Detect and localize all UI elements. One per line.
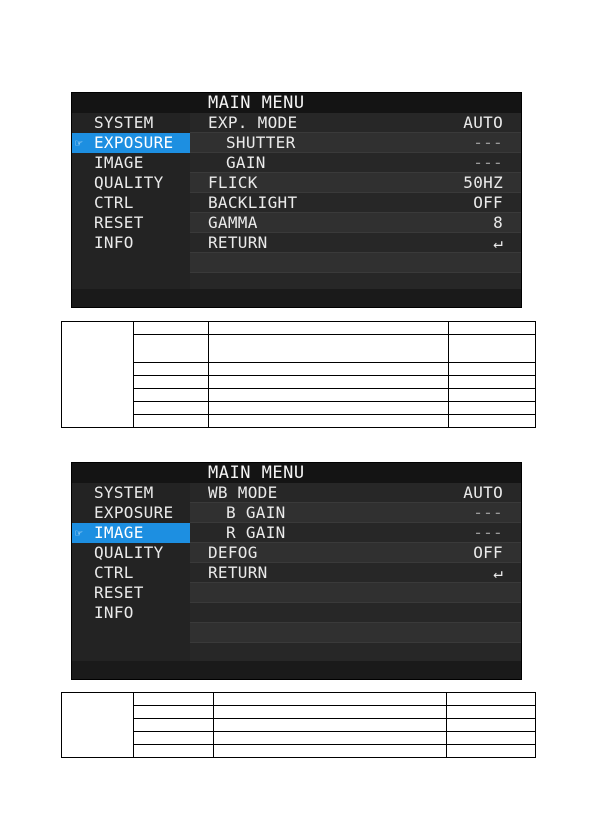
empty-row [190,583,521,603]
table-cell [134,732,214,745]
table-cell [209,335,449,363]
table-cell [134,706,214,719]
setting-row-shutter[interactable] [190,133,521,153]
setting-label: RETURN [208,233,268,252]
empty-row [190,623,521,643]
table-cell [134,415,209,428]
nav-item-image[interactable] [72,153,190,173]
nav-item-label: RESET [94,583,144,602]
setting-label: FLICK [208,173,258,192]
menu-title: MAIN MENU [190,93,521,113]
nav-item-label: RESET [94,213,144,232]
nav-item-label: EXPOSURE [94,133,174,152]
table-cell [449,402,536,415]
table-row [62,415,536,428]
setting-value: 50HZ [463,173,503,192]
table-cell [449,415,536,428]
nav-item-label: EXPOSURE [94,503,174,522]
setting-label: R GAIN [226,523,286,542]
setting-row-defog[interactable] [190,543,521,563]
setting-row-backlight[interactable] [190,193,521,213]
menu-footer [72,661,521,679]
table-row [62,363,536,376]
setting-row-return[interactable] [190,233,521,253]
setting-row-gain[interactable] [190,153,521,173]
nav-item-info[interactable] [72,603,190,623]
table-cell [62,693,134,758]
menu-title: MAIN MENU [190,463,521,483]
table-row [62,335,536,363]
nav-item-label: CTRL [94,193,134,212]
setting-label: DEFOG [208,543,258,562]
nav-item-image[interactable] [72,523,190,543]
nav-item-label: CTRL [94,563,134,582]
empty-row [190,643,521,663]
nav-item-system[interactable] [72,483,190,503]
table-row [62,376,536,389]
table-cell [449,363,536,376]
table-cell [134,322,209,335]
nav-item-exposure[interactable] [72,503,190,523]
nav-item-label: IMAGE [94,523,144,542]
nav-item-reset[interactable] [72,213,190,233]
return-arrow-icon: ↵ [493,563,503,582]
table-cell [447,732,536,745]
setting-row-return[interactable] [190,563,521,583]
table-row [62,402,536,415]
setting-label: WB MODE [208,483,278,502]
table-cell [134,389,209,402]
exposure-description-table [61,321,536,428]
menu-sidebar [72,483,190,661]
setting-value: OFF [473,543,503,562]
osd-menu-exposure [71,92,522,308]
table-cell [134,402,209,415]
osd-menu-image [71,462,522,680]
setting-label: B GAIN [226,503,286,522]
table-row [62,322,536,335]
table-row [62,745,536,758]
setting-value: --- [473,523,503,542]
pointer-hand-icon: ☞ [75,136,83,150]
setting-row-r-gain[interactable] [190,523,521,543]
nav-item-label: QUALITY [94,543,164,562]
table-cell [134,719,214,732]
table-row [62,706,536,719]
settings-panel [190,113,521,289]
setting-label: EXP. MODE [208,113,298,132]
table-cell [134,363,209,376]
table-cell [449,389,536,402]
nav-item-quality[interactable] [72,543,190,563]
settings-panel [190,483,521,661]
nav-item-label: INFO [94,603,134,622]
nav-item-ctrl[interactable] [72,563,190,583]
empty-row [190,253,521,273]
table-cell [209,402,449,415]
table-cell [447,719,536,732]
setting-label: SHUTTER [226,133,296,152]
nav-item-label: SYSTEM [94,113,154,132]
table-cell [447,693,536,706]
nav-item-label: QUALITY [94,173,164,192]
table-cell [214,745,447,758]
nav-item-label: SYSTEM [94,483,154,502]
menu-sidebar [72,113,190,289]
table-cell [449,335,536,363]
setting-label: BACKLIGHT [208,193,298,212]
setting-value: --- [473,153,503,172]
nav-item-system[interactable] [72,113,190,133]
table-cell [214,693,447,706]
table-cell [209,322,449,335]
table-cell [134,693,214,706]
table-cell [449,376,536,389]
setting-label: RETURN [208,563,268,582]
table-row [62,732,536,745]
table-cell [209,415,449,428]
setting-value: --- [473,133,503,152]
table-cell [209,389,449,402]
setting-label: GAIN [226,153,266,172]
nav-item-label: IMAGE [94,153,144,172]
table-cell [449,322,536,335]
nav-item-reset[interactable] [72,583,190,603]
nav-item-ctrl[interactable] [72,193,190,213]
empty-row [190,603,521,623]
menu-footer [72,289,521,307]
table-cell [214,706,447,719]
nav-item-label: INFO [94,233,134,252]
setting-row-flick[interactable] [190,173,521,193]
table-cell [209,376,449,389]
setting-value: AUTO [463,483,503,502]
setting-row-b-gain[interactable] [190,503,521,523]
table-row [62,719,536,732]
table-cell [62,322,134,428]
return-arrow-icon: ↵ [493,233,503,252]
table-cell [209,363,449,376]
table-cell [447,745,536,758]
nav-item-quality[interactable] [72,173,190,193]
table-cell [134,335,209,363]
setting-row-gamma[interactable] [190,213,521,233]
image-description-table [61,692,536,758]
setting-value: 8 [493,213,503,232]
setting-value: --- [473,503,503,522]
nav-item-exposure[interactable] [72,133,190,153]
table-row [62,389,536,402]
setting-label: GAMMA [208,213,258,232]
setting-row-exp-mode[interactable] [190,113,521,133]
setting-row-wb-mode[interactable] [190,483,521,503]
pointer-hand-icon: ☞ [75,526,83,540]
nav-item-info[interactable] [72,233,190,253]
table-cell [447,706,536,719]
table-cell [214,719,447,732]
table-cell [214,732,447,745]
setting-value: AUTO [463,113,503,132]
table-row [62,693,536,706]
table-cell [134,376,209,389]
table-cell [134,745,214,758]
setting-value: OFF [473,193,503,212]
